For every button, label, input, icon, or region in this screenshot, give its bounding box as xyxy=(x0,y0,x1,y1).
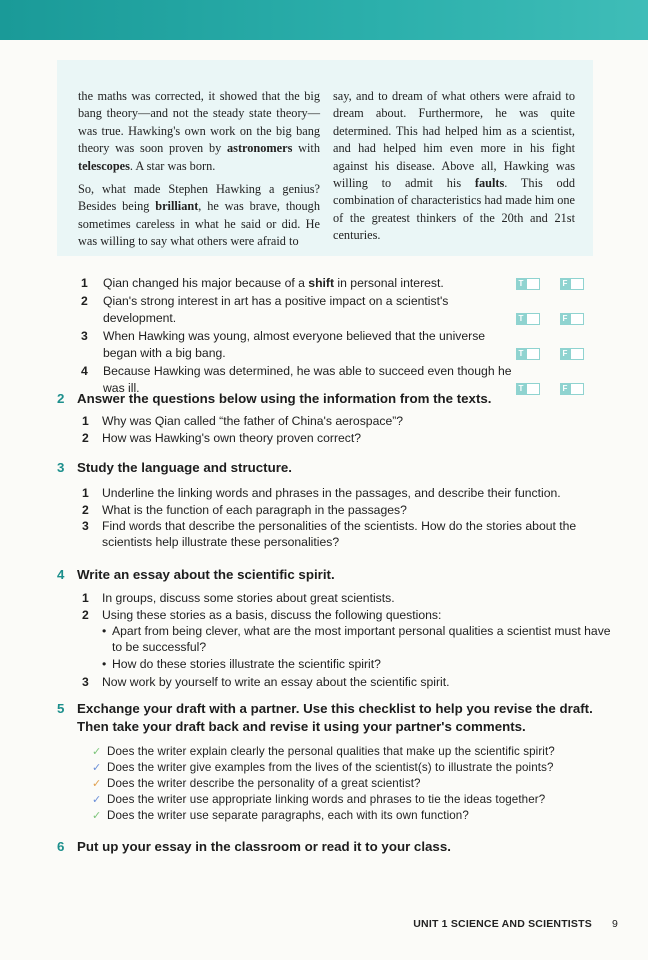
bullet-item: • Apart from being clever, what are the most important personal qualities a scientist must have to be successful? xyxy=(102,624,611,654)
checklist-item: ✓ Does the writer use separate paragraphs, each with its own function? xyxy=(92,809,469,822)
true-checkbox[interactable]: T xyxy=(516,278,541,290)
question-item: 2 What is the function of each paragraph in the passages? xyxy=(82,502,407,517)
true-false-item: 1 Qian changed his major because of a shift in personal interest. T F xyxy=(78,275,598,292)
true-checkbox[interactable]: T xyxy=(516,313,541,325)
exercise-6 xyxy=(57,838,617,856)
passage-paragraph: the maths was corrected, it showed that the big bang theory—and not the steady state theory—was true. Hawking's own work on the big bang theory was soon proven by astronomers with telescopes. A star was born. xyxy=(78,89,320,173)
exercise-heading: 3 Study the language and structure. xyxy=(57,460,292,475)
exercise-heading: 2 Answer the questions below using the information from the texts. xyxy=(57,391,492,406)
passage-column-right xyxy=(333,88,575,251)
exercise-2 xyxy=(57,390,617,447)
page-footer: UNIT 1 SCIENCE AND SCIENTISTS 9 xyxy=(413,918,618,930)
question-item: 1 Underline the linking words and phrases in the passages, and describe their function. xyxy=(82,486,561,500)
exercise-heading: 5 Exchange your draft with a partner. Use this checklist to help you revise the draft. Then take your draft back and revise it using your partner's comments. xyxy=(57,701,593,734)
true-false-item: 3 When Hawking was young, almost everyone believed that the universe began with a big bang. T F xyxy=(78,328,598,362)
false-checkbox[interactable]: F xyxy=(560,383,585,395)
question-item: 3 Find words that describe the personalities of the scientists. How do the stories about the scientists help illustrate these personalities? xyxy=(82,519,577,549)
passage-paragraph: So, what made Stephen Hawking a genius? Besides being brilliant, he was brave, though sometimes careless in what he said or did. He was willing to say what others were afraid to xyxy=(78,182,320,249)
false-checkbox[interactable]: F xyxy=(560,313,585,325)
page-number: 9 xyxy=(611,918,618,930)
check-icon: ✓ xyxy=(92,746,102,758)
question-item: 1 Why was Qian called “the father of China's aerospace”? xyxy=(82,414,404,428)
question-item: 1 In groups, discuss some stories about great scientists. xyxy=(82,591,395,605)
bullet-item: • How do these stories illustrate the scientific spirit? xyxy=(102,657,381,671)
exercise-4 xyxy=(57,566,617,691)
checklist-item: ✓ Does the writer explain clearly the personal qualities that make up the scientific spirit? xyxy=(92,745,555,758)
check-icon: ✓ xyxy=(92,778,102,790)
true-checkbox[interactable]: T xyxy=(516,383,541,395)
check-icon: ✓ xyxy=(92,810,102,822)
question-item: 2 How was Hawking's own theory proven correct? xyxy=(82,430,362,445)
passage-paragraph: say, and to dream of what others were afraid to dream about. Furthermore, he was quite determined. This had helped him as a scientist, and had helped him even more in his fight against his disease. Above all, Hawking was willing to admit his faults. This odd combination of characteristics had made him one of the greatest thinkers of the 20th and 21st centuries. xyxy=(333,89,576,243)
check-icon: ✓ xyxy=(92,762,102,774)
false-checkbox[interactable]: F xyxy=(560,278,585,290)
exercise-heading: 6 Put up your essay in the classroom or read it to your class. xyxy=(57,839,451,854)
question-item: 3 Now work by yourself to write an essay about the scientific spirit. xyxy=(82,674,450,689)
revision-checklist xyxy=(57,744,617,824)
checklist-item: ✓ Does the writer describe the personality of a great scientist? xyxy=(92,777,421,790)
passage-column-left xyxy=(78,88,320,257)
checklist-item: ✓ Does the writer use appropriate linking words and phrases to tie the ideas together? xyxy=(92,793,546,806)
exercise-3 xyxy=(57,459,617,551)
true-false-item: 4 Because Hawking was determined, he was able to succeed even though he was ill. T F xyxy=(78,363,598,397)
check-icon: ✓ xyxy=(92,794,102,806)
header-band xyxy=(0,0,648,40)
false-checkbox[interactable]: F xyxy=(560,348,585,360)
question-item: 2 Using these stories as a basis, discuss the following questions: • Apart from being clever, what are the most important personal qualities a scientist must have to be successful? • How do these stories illustrate the scientific spirit? xyxy=(57,608,617,673)
exercise-heading: 4 Write an essay about the scientific spirit. xyxy=(57,567,335,582)
true-false-item: 2 Qian's strong interest in art has a positive impact on a scientist's development. T F xyxy=(78,293,598,327)
true-false-list xyxy=(78,275,598,398)
checklist-item: ✓ Does the writer give examples from the lives of the scientist(s) to illustrate the points? xyxy=(92,761,554,774)
true-checkbox[interactable]: T xyxy=(516,348,541,360)
exercise-5 xyxy=(57,700,617,824)
